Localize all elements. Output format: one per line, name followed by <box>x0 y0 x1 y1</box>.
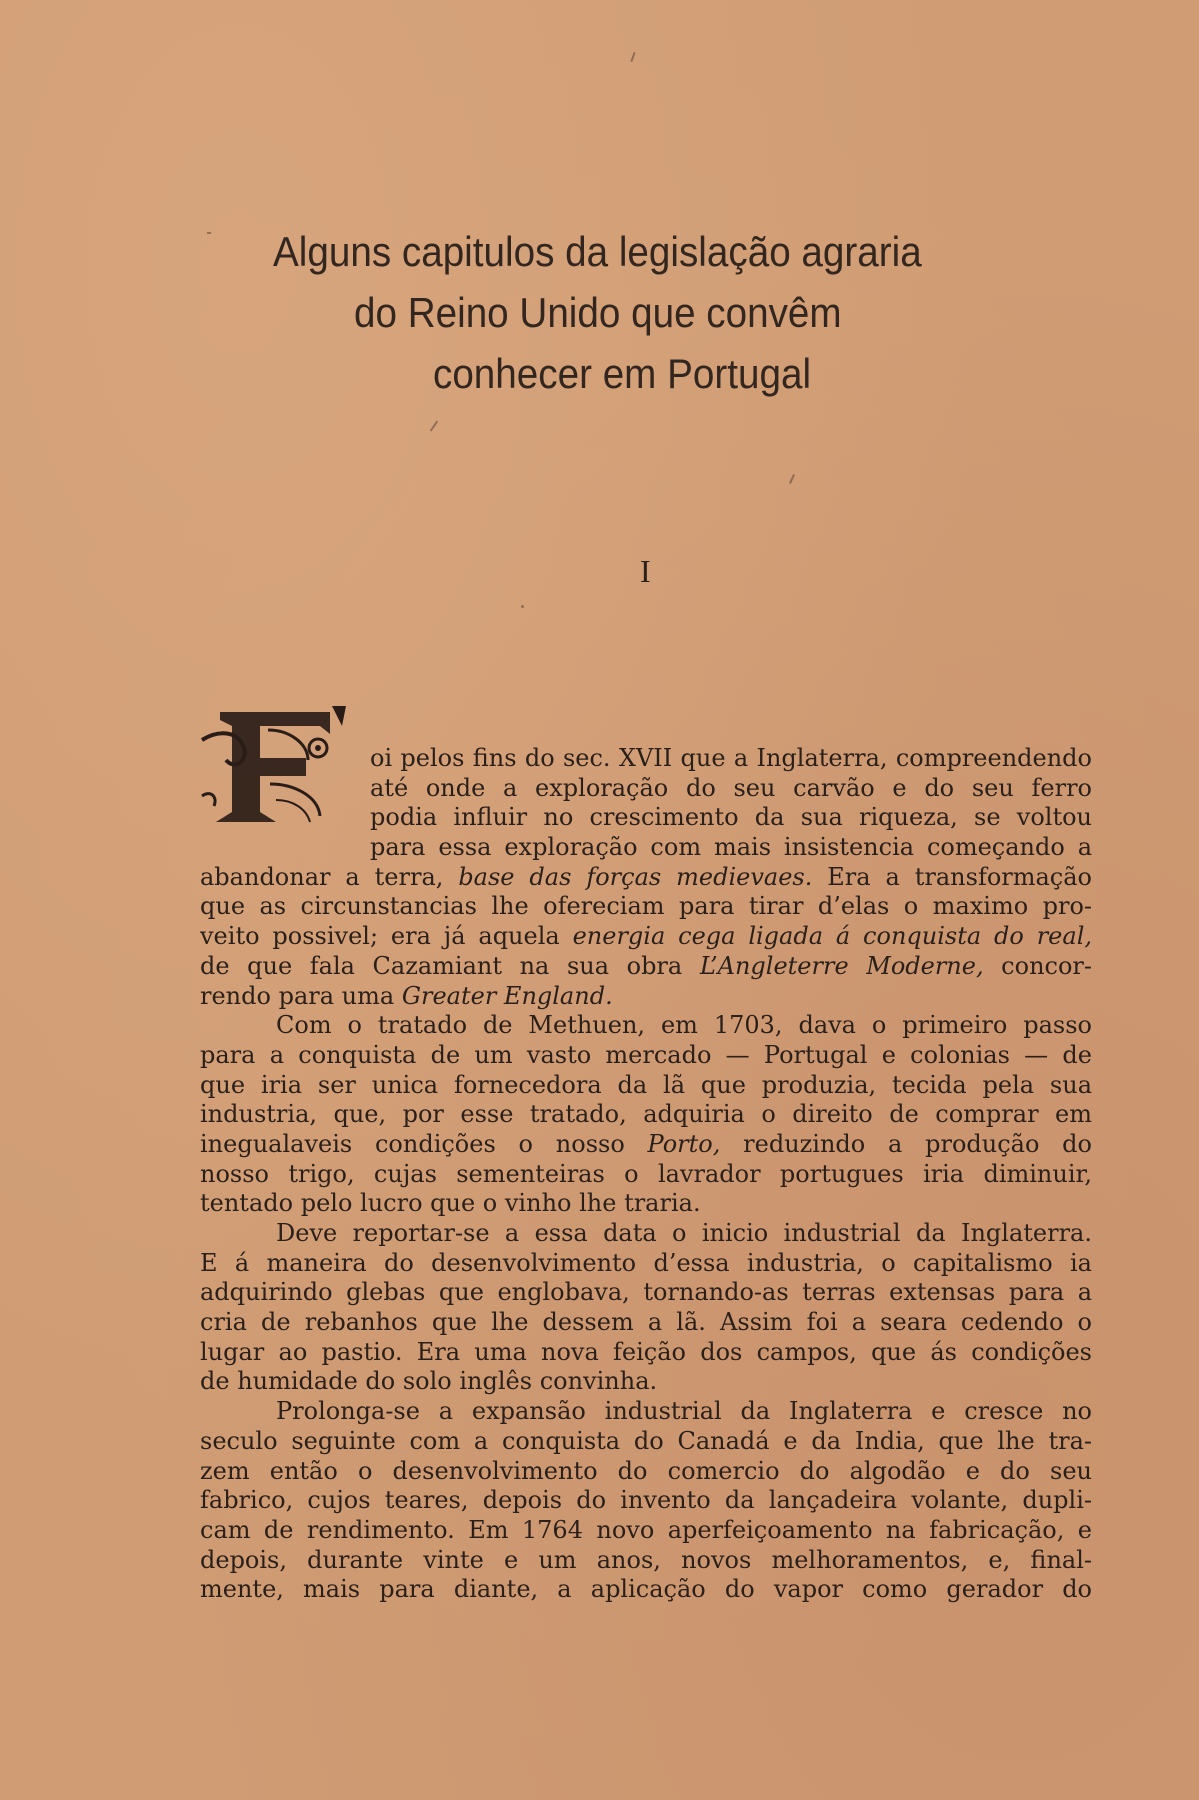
p1-line-9a: rendo para uma <box>200 981 402 1010</box>
p4-line-1: Prolonga-se a expansão industrial da Inglaterra e cresce no <box>276 1397 1092 1426</box>
p2-line-5c: reduzindo a produção do <box>720 1129 1092 1158</box>
paper-speck <box>789 474 795 484</box>
p3-line-5: lugar ao pastio. Era uma nova feição dos campos, que ás condições <box>200 1337 1092 1366</box>
p3-line-2: E á maneira do desenvolvimento d’essa industria, o capitalismo ia <box>200 1248 1092 1277</box>
p1-line-5 <box>200 863 1092 893</box>
body-text <box>200 744 1092 1605</box>
p2-line-1: Com o tratado de Methuen, em 1703, dava o primeiro passo <box>276 1011 1092 1040</box>
p3-line-4: cria de rebanhos que lhe dessem a lã. Assim foi a seara cedendo o <box>200 1308 1092 1337</box>
p1-line-7-italic: energia cega ligada á conquista do real, <box>572 922 1092 951</box>
p1-line-2: até onde a exploração do seu carvão e do seu ferro <box>370 773 1092 802</box>
paper-speck <box>207 232 211 234</box>
p1-line-8c: concor- <box>983 951 1092 980</box>
p3-line-6: de humidade do solo inglês convinha. <box>200 1367 658 1396</box>
title-line-3: conhecer em Portugal <box>433 350 812 397</box>
p1-line-5c: Era a transformação <box>812 862 1092 891</box>
paper-speck <box>430 421 439 432</box>
p4-line-4: fabrico, cujos teares, depois do invento da lançadeira volante, dupli- <box>200 1486 1092 1515</box>
p1-line-7a: veito possivel; era já aquela <box>200 922 573 951</box>
title-line-2: do Reino Unido que convêm <box>354 289 842 336</box>
p2-line-5a: inegualaveis condições o nosso <box>200 1129 648 1158</box>
p1-line-9 <box>200 982 1092 1012</box>
p3-line-3: adquirindo glebas que englobava, tornando-as terras extensas para a <box>200 1278 1092 1307</box>
p2-line-3: que iria ser unica fornecedora da lã que produzia, tecida pela sua <box>200 1070 1092 1099</box>
p4-line-7: mente, mais para diante, a aplicação do vapor como gerador do <box>200 1575 1092 1604</box>
p1-line-9-italic: Greater England. <box>401 981 613 1010</box>
p1-line-4: para essa exploração com mais insistencia começando a <box>370 833 1092 862</box>
p1-line-3: podia influir no crescimento da sua riqueza, se voltou <box>370 803 1092 832</box>
p2-line-6: nosso trigo, cujas sementeiras o lavrador portugues iria diminuir, <box>200 1159 1092 1188</box>
p2-line-7: tentado pelo lucro que o vinho lhe traria. <box>200 1189 701 1218</box>
p4-line-6: depois, durante vinte e um anos, novos melhoramentos, e, final- <box>200 1545 1092 1574</box>
p1-line-8 <box>200 952 1092 982</box>
title-line-1: Alguns capitulos da legislação agraria <box>273 228 922 275</box>
p4-line-5: cam de rendimento. Em 1764 novo aperfeiçoamento na fabricação, e <box>200 1515 1092 1544</box>
p2-line-4: industria, que, por esse tratado, adquiria o direito de comprar em <box>200 1100 1092 1129</box>
p2-line-5-italic: Porto, <box>647 1129 721 1158</box>
p1-line-7 <box>200 922 1092 952</box>
p2-line-2: para a conquista de um vasto mercado — Portugal e colonias — de <box>200 1040 1092 1069</box>
p2-line-5 <box>200 1130 1092 1160</box>
p1-line-5-italic: base das forças medievaes. <box>458 862 813 891</box>
p1-line-8-italic: L’Angleterre Moderne, <box>699 951 984 980</box>
p1-line-6: que as circunstancias lhe ofereciam para tirar d’elas o maximo pro- <box>200 892 1092 921</box>
paper-speck <box>630 52 635 62</box>
section-number: I <box>640 553 651 589</box>
p1-line-1: oi pelos fins do sec. XVII que a Inglaterra, compreendendo <box>370 744 1092 772</box>
p4-line-3: zem então o desenvolvimento do comercio do algodão e do seu <box>200 1456 1092 1485</box>
paper-speck <box>521 605 524 608</box>
p3-line-1: Deve reportar-se a essa data o inicio industrial da Inglaterra. <box>276 1219 1092 1247</box>
p4-line-2: seculo seguinte com a conquista do Canadá e da India, que lhe tra- <box>200 1426 1092 1455</box>
p1-line-5a: abandonar a terra, <box>200 862 459 891</box>
p1-line-8a: de que fala Cazamiant na sua obra <box>200 951 700 980</box>
